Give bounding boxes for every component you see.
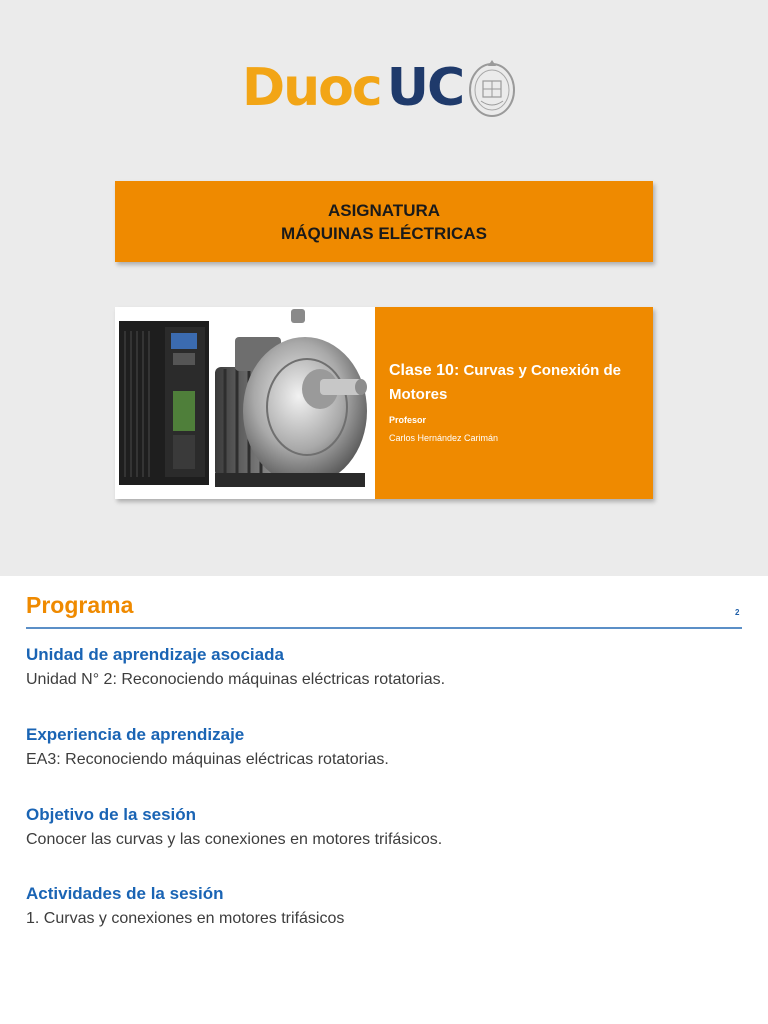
section-body: Conocer las curvas y las conexiones en motores trifásicos. — [26, 831, 443, 848]
subject-name: MÁQUINAS ELÉCTRICAS — [281, 223, 487, 243]
section-heading: Unidad de aprendizaje asociada — [26, 645, 284, 664]
duoc-uc-logo — [242, 54, 517, 122]
section-body: Unidad N° 2: Reconociendo máquinas eléctricas rotatorias. — [26, 671, 446, 688]
section-learning-unit — [26, 644, 742, 691]
class-number: Clase 10: — [389, 362, 460, 379]
electric-motor-image — [115, 307, 375, 499]
section-body: EA3: Reconociendo máquinas eléctricas rotatorias. — [26, 751, 389, 768]
section-heading: Actividades de la sesión — [26, 884, 224, 903]
section-heading: Experiencia de aprendizaje — [26, 725, 245, 744]
class-topic: Curvas y Conexión de Motores — [389, 362, 621, 403]
class-card — [115, 307, 653, 499]
section-learning-experience — [26, 724, 742, 771]
class-info — [389, 359, 645, 443]
subject-banner — [115, 181, 653, 262]
university-seal-icon — [467, 57, 517, 119]
professor-label: Profesor — [389, 415, 427, 425]
logo-uc-text: UC — [386, 58, 464, 118]
section-session-activities — [26, 883, 742, 930]
section-body: 1. Curvas y conexiones en motores trifásicos — [26, 910, 345, 927]
page-title: Programa — [26, 592, 134, 618]
section-session-objective — [26, 804, 742, 851]
subject-label: ASIGNATURA — [327, 200, 441, 220]
class-title — [389, 359, 645, 407]
page-number: 2 — [735, 608, 740, 617]
program-slide — [0, 576, 768, 1024]
professor-name: Carlos Hernández Carimán — [389, 433, 499, 443]
section-heading: Objetivo de la sesión — [26, 805, 197, 824]
title-divider — [26, 627, 742, 629]
logo-duoc-text: Duoc — [242, 58, 381, 118]
